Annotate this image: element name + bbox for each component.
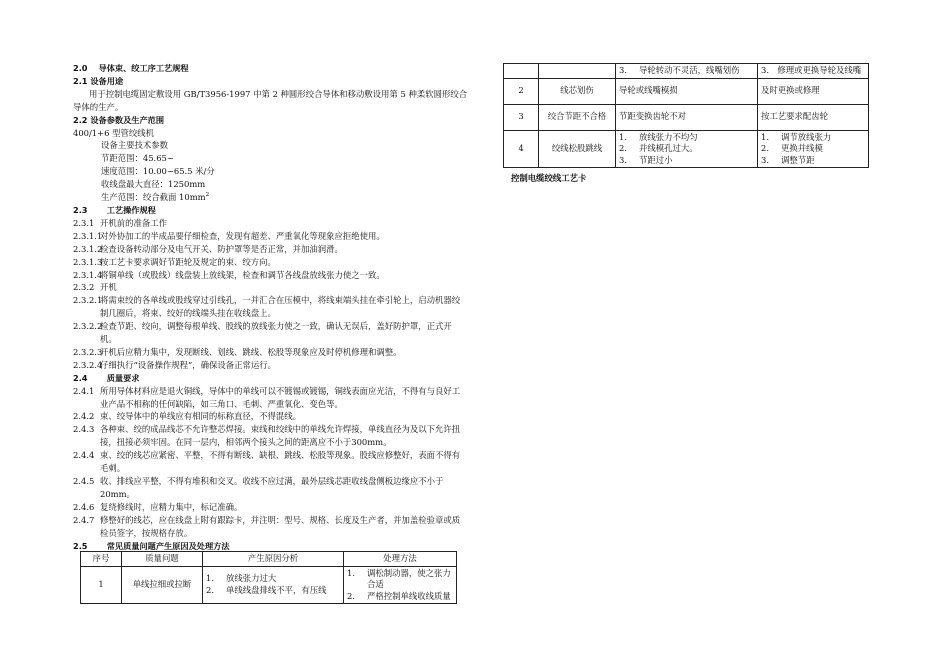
cell-problem: 线芯划伤 bbox=[539, 78, 616, 104]
s21-heading: 2.1 设备用途 bbox=[73, 75, 124, 86]
table-row bbox=[504, 64, 869, 79]
clause-item bbox=[73, 281, 468, 294]
cell-causes: 3. 导轮转动不灵活，线嘴划伤 bbox=[616, 64, 758, 79]
col-header: 序号 bbox=[81, 552, 122, 567]
cell-no: 1 bbox=[81, 566, 122, 604]
cell-fixes: 1. 调松制动器，使之张力合适 2. 严格控制单线收线质量 bbox=[344, 566, 457, 604]
clause-item bbox=[73, 475, 468, 501]
clause-number: 2.3.1.4 bbox=[73, 269, 103, 280]
table-row bbox=[504, 130, 869, 168]
col-header: 处理方法 bbox=[344, 552, 457, 567]
clause-item bbox=[73, 256, 468, 269]
clause-item bbox=[73, 385, 468, 411]
clause-number: 2.4.5 bbox=[73, 476, 95, 486]
clause-item bbox=[73, 423, 468, 449]
clause-number: 2.3.2.2 bbox=[73, 321, 103, 332]
clause-text: 检查节距、绞向，调整每根单线、股线的放线张力使之一致，确认无误后，盖好防护罩，正式开机。 bbox=[100, 321, 452, 345]
clause-number: 2.4.2 bbox=[73, 411, 95, 422]
clause-item bbox=[73, 230, 468, 243]
clause-number: 2.3.2 bbox=[73, 282, 95, 293]
table-row bbox=[81, 566, 457, 604]
clause-number: 2.3.2.4 bbox=[73, 359, 103, 370]
section-title: 2.0 导体束、绞工序工艺规程 bbox=[73, 63, 189, 73]
s23-list bbox=[73, 217, 468, 372]
clause-text: 修整好的线芯，应在线盘上附有跟踪卡，并注明：型号、规格、长度及生产者，并加盖检验章或质检员签字，按规格存放。 bbox=[100, 514, 461, 538]
s24-list bbox=[73, 385, 468, 540]
clause-text: 开机前的准备工作 bbox=[100, 217, 167, 228]
clause-number: 2.3.1.3 bbox=[73, 256, 103, 267]
left-column bbox=[73, 62, 468, 552]
clause-text: 各种束、绞的成品线芯不允许整芯焊接。束线和绞线中的单线允许焊接，单线直径为及以下允许扭接，扭接必须牢固。在同一层内，相邻两个接头之间的距离应不小于300mm。 bbox=[100, 424, 461, 448]
clause-number: 2.3.1 bbox=[73, 217, 95, 228]
param-line: 生产范围：绞合截面 $10mm^2$ bbox=[101, 192, 210, 203]
clause-text: 按工艺卡要求调好节距轮及规定的束、绞方向。 bbox=[100, 256, 276, 267]
cell-problem bbox=[539, 64, 616, 79]
clause-item bbox=[73, 217, 468, 230]
clause-item bbox=[73, 346, 468, 359]
col-header: 质量问题 bbox=[122, 552, 203, 567]
clause-number: 2.4.4 bbox=[73, 450, 95, 461]
clause-text: 开机 bbox=[100, 282, 117, 293]
cell-no: 3 bbox=[504, 104, 539, 130]
clause-item bbox=[73, 410, 468, 423]
cell-causes: 1. 放线张力不均匀 2. 并线模孔过大。 3. 节距过小 bbox=[616, 130, 758, 168]
s24-heading: 2.4 质量要求 bbox=[73, 372, 140, 383]
clause-text: 所用导体材料应是退火铜线，导体中的单线可以不镀锡或镀锡，铜线表面应光洁，不得有与良好工业产品不相称的任何缺陷，如三角口、毛刺、严重氧化、变色等。 bbox=[100, 385, 461, 409]
s22-heading: 2.2 设备参数及生产范围 bbox=[73, 114, 165, 125]
machine-model: 400/1+6 型管绞线机 bbox=[73, 127, 155, 138]
process-card-title: 控制电缆绞线工艺卡 bbox=[511, 173, 587, 183]
clause-number: 2.3.2.1 bbox=[73, 295, 103, 306]
table-row bbox=[504, 104, 869, 130]
s21-text: 用于控制电缆固定敷设用 GB/T3956-1997 中第 2 种圆形绞合导体和移动敷设用第 5 种柔软圆形绞合导体的生产。 bbox=[73, 88, 468, 112]
clause-text: 收、排线应平整，不得有堆积和交叉。收线不应过满，最外层线芯距收线盘侧板边缘应不小于 20mm。 bbox=[100, 476, 444, 499]
s25-heading: 2.5 常见质量问题产生原因及处理方法 bbox=[73, 540, 230, 551]
clause-text: 将铜单线（或股线）线盘装上放线架，检查和调节各线盘放线张力使之一致。 bbox=[100, 269, 385, 280]
clause-text: 开机后应精力集中，发现断线、划线、跳线、松股等现象应及时停机修理和调整。 bbox=[100, 346, 402, 357]
clause-number: 2.3.1.1 bbox=[73, 230, 103, 241]
clause-number: 2.4.1 bbox=[73, 385, 95, 396]
s23-heading: 2.3 工艺操作规程 bbox=[73, 204, 156, 215]
clause-item bbox=[73, 294, 468, 320]
clause-text: 检查设备转动部分及电气开关、防护罩等是否正常，并加油润滑。 bbox=[100, 243, 343, 254]
cell-fixes: 1. 调节放线张力 2. 更换并线模 3. 调整节距 bbox=[758, 130, 869, 168]
clause-item bbox=[73, 320, 468, 346]
clause-item bbox=[73, 514, 468, 540]
cell-fixes: 及时更换或修理 bbox=[758, 78, 869, 104]
param-line: 速度范围：10.00~65.5 米/分 bbox=[101, 166, 215, 177]
clause-text: 仔细执行“设备操作规程”，确保设备正常运行。 bbox=[100, 359, 277, 370]
clause-text: 将需束绞的各单线或股线穿过引线孔，一并汇合在压模中，将线束端头挂在牵引轮上，启动机器绞制几圈后，将束、绞好的线端头挂在收线盘上。 bbox=[100, 295, 461, 319]
clause-item bbox=[73, 449, 468, 475]
param-line: 收线盘最大直径：1250mm bbox=[101, 179, 206, 190]
cell-no: 2 bbox=[504, 78, 539, 104]
cell-problem: 单线拉细或拉断 bbox=[122, 566, 203, 604]
clause-text: 束、绞的线芯应紧密、平整，不得有断线、缺根、跳线、松股等现象。股线应修整好，表面不得有毛刺。 bbox=[100, 450, 461, 474]
param-line: 设备主要技术参数 bbox=[101, 140, 168, 151]
cell-no bbox=[504, 64, 539, 79]
col-header: 产生原因分析 bbox=[203, 552, 344, 567]
cell-problem: 绞合节距不合格 bbox=[539, 104, 616, 130]
clause-number: 2.3.2.3 bbox=[73, 346, 103, 357]
cell-causes: 节距变换齿轮不对 bbox=[616, 104, 758, 130]
clause-number: 2.4.3 bbox=[73, 424, 95, 435]
clause-item bbox=[73, 243, 468, 256]
quality-table-2 bbox=[503, 63, 869, 168]
clause-item bbox=[73, 501, 468, 514]
quality-table-1 bbox=[80, 551, 457, 604]
cell-fixes: 按工艺要求配齿轮 bbox=[758, 104, 869, 130]
table-header-row bbox=[81, 552, 457, 567]
cell-fixes: 3. 修理或更换导轮及线嘴 bbox=[758, 64, 869, 79]
clause-number: 2.3.1.2 bbox=[73, 243, 103, 254]
clause-item bbox=[73, 359, 468, 372]
clause-text: 束、绞导体中的单线应有相同的标称直径，不得混线。 bbox=[100, 411, 301, 422]
cell-no: 4 bbox=[504, 130, 539, 168]
clause-text: 复绕修线时，应精力集中，标记准确。 bbox=[100, 501, 243, 512]
cell-problem: 绞线松股跳线 bbox=[539, 130, 616, 168]
cell-causes: 导轮或线嘴模损 bbox=[616, 78, 758, 104]
cell-causes: 1. 放线张力过大 2. 单线线盘排线不平，有压线 bbox=[203, 566, 344, 604]
clause-text: 对外协加工的半成品要仔细检查，发现有超差、严重氧化等现象应拒绝使用。 bbox=[100, 230, 385, 241]
clause-number: 2.4.7 bbox=[73, 514, 95, 525]
table-row bbox=[504, 78, 869, 104]
clause-item bbox=[73, 269, 468, 282]
clause-number: 2.4.6 bbox=[73, 501, 95, 512]
param-line: 节距范围：45.65~ bbox=[101, 153, 174, 164]
